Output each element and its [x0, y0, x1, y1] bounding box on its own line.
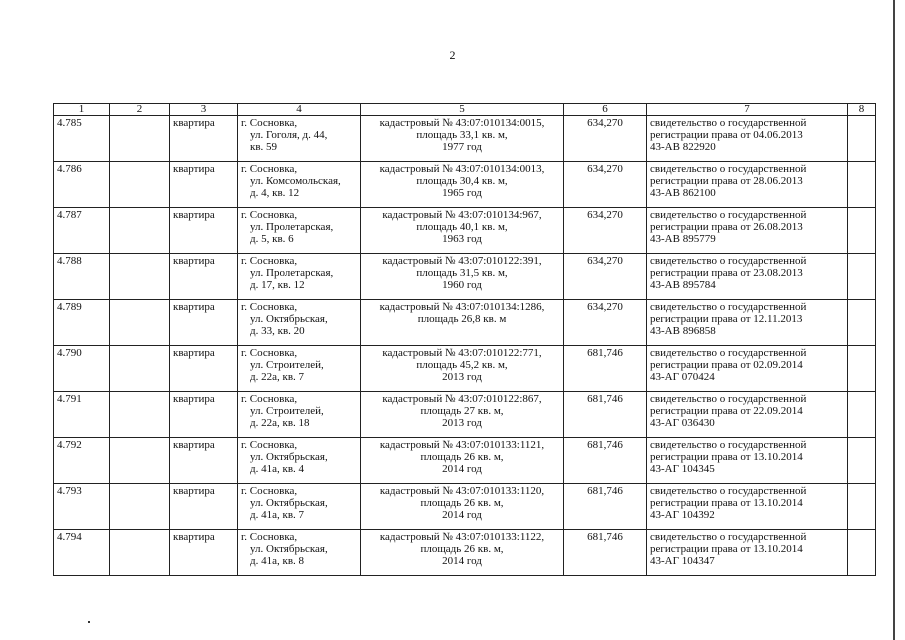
document-line: регистрации права от 28.06.2013 — [650, 175, 803, 187]
address-line: ул. Октябрьская, — [250, 451, 328, 463]
description-line: кадастровый № 43:07:010134:0015, — [379, 117, 545, 129]
cell-record-number: 4.787 — [54, 208, 110, 254]
cell-col-2 — [110, 254, 170, 300]
address-line: д. 41а, кв. 8 — [250, 555, 305, 567]
cell-object-type: квартира — [170, 208, 238, 254]
cell-value: 634,270 — [564, 162, 647, 208]
cell-col-2 — [110, 346, 170, 392]
cell-record-number: 4.786 — [54, 162, 110, 208]
cell-col-2 — [110, 162, 170, 208]
document-line: свидетельство о государственной — [650, 301, 807, 313]
cell-address — [238, 208, 361, 254]
cell-registration-document — [647, 116, 848, 162]
document-line: регистрации права от 13.10.2014 — [650, 497, 803, 509]
cell-object-type: квартира — [170, 254, 238, 300]
cell-col-2 — [110, 392, 170, 438]
document-line: свидетельство о государственной — [650, 255, 807, 267]
table-header — [54, 104, 876, 116]
address-line: г. Сосновка, — [241, 439, 298, 451]
header-col-8: 8 — [848, 104, 876, 116]
description-line: 1965 год — [442, 187, 482, 199]
scan-edge — [893, 0, 895, 640]
description-line: площадь 30,4 кв. м, — [416, 175, 508, 187]
description-line: 2014 год — [442, 509, 482, 521]
cell-registration-document — [647, 530, 848, 576]
document-line: свидетельство о государственной — [650, 485, 807, 497]
document-line: 43-АВ 895784 — [650, 279, 716, 291]
cell-record-number: 4.792 — [54, 438, 110, 484]
document-line: 43-АГ 104392 — [650, 509, 715, 521]
description-line: площадь 31,5 кв. м, — [416, 267, 508, 279]
cell-value: 681,746 — [564, 392, 647, 438]
cell-registration-document — [647, 254, 848, 300]
table-row — [54, 438, 876, 484]
cell-record-number: 4.789 — [54, 300, 110, 346]
cell-cadastral-description — [361, 162, 564, 208]
cell-registration-document — [647, 484, 848, 530]
scan-speck — [88, 621, 90, 623]
document-line: свидетельство о государственной — [650, 209, 807, 221]
description-line: площадь 33,1 кв. м, — [416, 129, 508, 141]
address-line: г. Сосновка, — [241, 255, 298, 267]
table-row — [54, 300, 876, 346]
cell-cadastral-description — [361, 392, 564, 438]
description-line: кадастровый № 43:07:010122:391, — [382, 255, 542, 267]
cell-registration-document — [647, 346, 848, 392]
cell-value: 681,746 — [564, 346, 647, 392]
description-line: кадастровый № 43:07:010134:967, — [382, 209, 542, 221]
address-line: д. 22а, кв. 18 — [250, 417, 310, 429]
description-line: 2013 год — [442, 417, 482, 429]
cell-record-number: 4.790 — [54, 346, 110, 392]
cell-col-8 — [848, 254, 876, 300]
cell-col-2 — [110, 116, 170, 162]
document-line: регистрации права от 23.08.2013 — [650, 267, 803, 279]
description-line: кадастровый № 43:07:010133:1121, — [379, 439, 545, 451]
cell-value: 681,746 — [564, 530, 647, 576]
cell-col-8 — [848, 300, 876, 346]
address-line: г. Сосновка, — [241, 301, 298, 313]
document-line: 43-АВ 862100 — [650, 187, 716, 199]
table-row — [54, 484, 876, 530]
cell-col-8 — [848, 346, 876, 392]
address-line: г. Сосновка, — [241, 485, 298, 497]
document-line: регистрации права от 26.08.2013 — [650, 221, 803, 233]
cell-value: 634,270 — [564, 116, 647, 162]
header-col-2: 2 — [110, 104, 170, 116]
cell-value: 634,270 — [564, 208, 647, 254]
cell-registration-document — [647, 438, 848, 484]
property-registry-table — [53, 103, 876, 576]
address-line: г. Сосновка, — [241, 209, 298, 221]
cell-record-number: 4.788 — [54, 254, 110, 300]
description-line: кадастровый № 43:07:010134:0013, — [379, 163, 545, 175]
cell-col-2 — [110, 484, 170, 530]
cell-registration-document — [647, 162, 848, 208]
cell-record-number: 4.794 — [54, 530, 110, 576]
cell-col-2 — [110, 438, 170, 484]
table-row — [54, 116, 876, 162]
document-line: свидетельство о государственной — [650, 347, 807, 359]
cell-value: 634,270 — [564, 300, 647, 346]
document-line: регистрации права от 13.10.2014 — [650, 543, 803, 555]
address-line: д. 33, кв. 20 — [250, 325, 305, 337]
cell-col-8 — [848, 162, 876, 208]
cell-address — [238, 438, 361, 484]
page-number: 2 — [449, 48, 456, 62]
cell-object-type: квартира — [170, 116, 238, 162]
description-line: 1960 год — [442, 279, 482, 291]
document-line: 43-АГ 036430 — [650, 417, 715, 429]
document-line: 43-АГ 104345 — [650, 463, 715, 475]
address-line: д. 5, кв. 6 — [250, 233, 294, 245]
document-line: регистрации права от 02.09.2014 — [650, 359, 803, 371]
document-line: регистрации права от 13.10.2014 — [650, 451, 803, 463]
cell-address — [238, 530, 361, 576]
table-row — [54, 346, 876, 392]
address-line: ул. Октябрьская, — [250, 497, 328, 509]
header-col-1: 1 — [54, 104, 110, 116]
description-line: 2014 год — [442, 555, 482, 567]
address-line: д. 41а, кв. 4 — [250, 463, 305, 475]
description-line: 2014 год — [442, 463, 482, 475]
address-line: г. Сосновка, — [241, 531, 298, 543]
cell-value: 681,746 — [564, 438, 647, 484]
table-row — [54, 208, 876, 254]
cell-col-2 — [110, 530, 170, 576]
cell-object-type: квартира — [170, 438, 238, 484]
document-line: регистрации права от 04.06.2013 — [650, 129, 803, 141]
address-line: г. Сосновка, — [241, 117, 298, 129]
table-row — [54, 530, 876, 576]
cell-address — [238, 346, 361, 392]
document-line: свидетельство о государственной — [650, 393, 807, 405]
description-line: площадь 26 кв. м, — [420, 451, 504, 463]
description-line: кадастровый № 43:07:010133:1122, — [379, 531, 545, 543]
document-line: свидетельство о государственной — [650, 163, 807, 175]
cell-cadastral-description — [361, 300, 564, 346]
address-line: кв. 59 — [250, 141, 278, 153]
description-line: кадастровый № 43:07:010122:867, — [382, 393, 542, 405]
cell-value: 681,746 — [564, 484, 647, 530]
table-row — [54, 254, 876, 300]
cell-registration-document — [647, 208, 848, 254]
address-line: ул. Пролетарская, — [250, 267, 334, 279]
cell-object-type: квартира — [170, 530, 238, 576]
cell-record-number: 4.791 — [54, 392, 110, 438]
description-line: площадь 45,2 кв. м, — [416, 359, 508, 371]
cell-record-number: 4.785 — [54, 116, 110, 162]
document-line: 43-АВ 822920 — [650, 141, 716, 153]
cell-cadastral-description — [361, 208, 564, 254]
table-body — [54, 116, 876, 576]
cell-object-type: квартира — [170, 484, 238, 530]
address-line: г. Сосновка, — [241, 347, 298, 359]
address-line: ул. Октябрьская, — [250, 543, 328, 555]
document-line: 43-АГ 104347 — [650, 555, 715, 567]
cell-col-8 — [848, 438, 876, 484]
cell-address — [238, 392, 361, 438]
cell-object-type: квартира — [170, 300, 238, 346]
description-line: 1963 год — [442, 233, 482, 245]
header-col-7: 7 — [647, 104, 848, 116]
header-col-4: 4 — [238, 104, 361, 116]
cell-address — [238, 300, 361, 346]
document-line: 43-АГ 070424 — [650, 371, 715, 383]
header-col-3: 3 — [170, 104, 238, 116]
description-line: кадастровый № 43:07:010134:1286, — [379, 301, 545, 313]
cell-cadastral-description — [361, 484, 564, 530]
description-line: кадастровый № 43:07:010122:771, — [382, 347, 542, 359]
cell-col-8 — [848, 208, 876, 254]
cell-address — [238, 254, 361, 300]
description-line: площадь 26 кв. м, — [420, 497, 504, 509]
description-line: 2013 год — [442, 371, 482, 383]
description-line: площадь 26,8 кв. м — [417, 313, 507, 325]
header-col-5: 5 — [361, 104, 564, 116]
cell-col-2 — [110, 208, 170, 254]
header-row — [54, 104, 876, 116]
address-line: ул. Строителей, — [250, 359, 324, 371]
cell-address — [238, 116, 361, 162]
cell-cadastral-description — [361, 254, 564, 300]
address-line: ул. Гоголя, д. 44, — [250, 129, 328, 141]
cell-value: 634,270 — [564, 254, 647, 300]
cell-col-8 — [848, 484, 876, 530]
address-line: ул. Строителей, — [250, 405, 324, 417]
cell-col-2 — [110, 300, 170, 346]
description-line: 1977 год — [442, 141, 482, 153]
cell-address — [238, 484, 361, 530]
address-line: г. Сосновка, — [241, 163, 298, 175]
cell-cadastral-description — [361, 438, 564, 484]
description-line: площадь 40,1 кв. м, — [416, 221, 508, 233]
cell-registration-document — [647, 392, 848, 438]
cell-object-type: квартира — [170, 392, 238, 438]
document-line: свидетельство о государственной — [650, 439, 807, 451]
header-col-6: 6 — [564, 104, 647, 116]
description-line: кадастровый № 43:07:010133:1120, — [379, 485, 545, 497]
cell-address — [238, 162, 361, 208]
cell-col-8 — [848, 392, 876, 438]
cell-object-type: квартира — [170, 162, 238, 208]
document-line: свидетельство о государственной — [650, 117, 807, 129]
cell-registration-document — [647, 300, 848, 346]
description-line: площадь 27 кв. м, — [420, 405, 504, 417]
address-line: ул. Октябрьская, — [250, 313, 328, 325]
cell-col-8 — [848, 530, 876, 576]
cell-object-type: квартира — [170, 346, 238, 392]
cell-cadastral-description — [361, 530, 564, 576]
document-line: свидетельство о государственной — [650, 531, 807, 543]
table-row — [54, 162, 876, 208]
document-line: 43-АВ 896858 — [650, 325, 716, 337]
document-line: регистрации права от 22.09.2014 — [650, 405, 803, 417]
address-line: ул. Комсомольская, — [250, 175, 341, 187]
table-row — [54, 392, 876, 438]
document-line: регистрации права от 12.11.2013 — [650, 313, 803, 325]
document-line: 43-АВ 895779 — [650, 233, 716, 245]
cell-cadastral-description — [361, 346, 564, 392]
address-line: д. 41а, кв. 7 — [250, 509, 305, 521]
address-line: д. 4, кв. 12 — [250, 187, 300, 199]
address-line: д. 17, кв. 12 — [250, 279, 305, 291]
description-line: площадь 26 кв. м, — [420, 543, 504, 555]
address-line: д. 22а, кв. 7 — [250, 371, 305, 383]
address-line: г. Сосновка, — [241, 393, 298, 405]
cell-cadastral-description — [361, 116, 564, 162]
cell-col-8 — [848, 116, 876, 162]
address-line: ул. Пролетарская, — [250, 221, 334, 233]
cell-record-number: 4.793 — [54, 484, 110, 530]
